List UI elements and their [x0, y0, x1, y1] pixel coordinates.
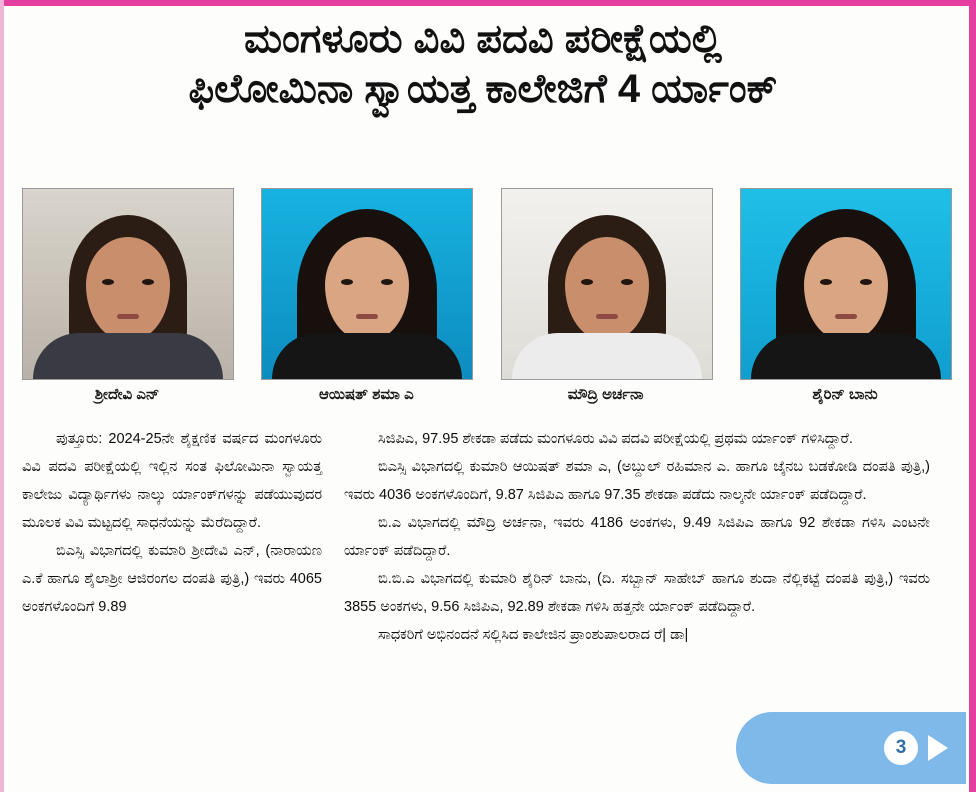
page-border-right — [969, 0, 976, 792]
photo-frame-4 — [740, 188, 952, 380]
article-column-right — [344, 425, 930, 649]
photo-card — [501, 188, 711, 403]
photo-frame-1 — [22, 188, 234, 380]
photo-row — [22, 188, 950, 403]
portrait-image-1 — [23, 189, 233, 379]
photo-card — [22, 188, 232, 403]
article-body — [22, 425, 952, 649]
arrow-right-icon — [928, 735, 948, 761]
headline-line-1: ಮಂಗಳೂರು ವಿವಿ ಪದವಿ ಪರೀಕ್ಷೆಯಲ್ಲಿ — [244, 17, 722, 61]
headline-line-2: ಫಿಲೋಮಿನಾ ಸ್ವಾಯತ್ತ ಕಾಲೇಜಿಗೆ 4 ರ್ಯಾಂಕ್ — [188, 67, 778, 111]
page-border-top — [0, 0, 976, 6]
page-border-left — [0, 0, 4, 792]
headline — [18, 14, 948, 114]
portrait-image-3 — [502, 189, 712, 379]
portrait-image-2 — [262, 189, 472, 379]
page-number-badge[interactable] — [736, 712, 966, 784]
photo-card — [261, 188, 471, 403]
paragraph: ಸಿಜಿಪಿಎ, 97.95 ಶೇಕಡಾ ಪಡೆದು ಮಂಗಳೂರು ವಿವಿ ಪದವಿ ಪರೀಕ್ಷೆಯಲ್ಲಿ ಪ್ರಥಮ ರ್ಯಾಂಕ್ ಗಳಿಸಿದ್ದಾರೆ. — [378, 431, 853, 447]
photo-caption-4: ಶೈರಿನ್ ಬಾನು — [812, 386, 878, 403]
photo-caption-3: ಮೌದ್ರಿ ಅರ್ಚನಾ — [567, 386, 644, 403]
page-number: 3 — [884, 731, 918, 765]
photo-caption-2: ಆಯಿಷತ್ ಶಮಾ ಎ — [318, 386, 414, 403]
photo-frame-2 — [261, 188, 473, 380]
paragraph: ಸಾಧಕರಿಗೆ ಅಭಿನಂದನೆ ಸಲ್ಲಿಸಿದ ಕಾಲೇಜಿನ ಪ್ರಾಂಶುಪಾಲರಾದ ರೆ| ಡಾ| — [378, 627, 689, 643]
portrait-image-4 — [741, 189, 951, 379]
photo-frame-3 — [501, 188, 713, 380]
paragraph: ಬಿಎಸ್ಸಿ ವಿಭಾಗದಲ್ಲಿ ಕುಮಾರಿ ಶ್ರೀದೇವಿ ಎನ್, (ನಾರಾಯಣ ಎ.ಕೆ ಹಾಗೂ ಶೈಲಾಶ್ರೀ ಆಜಿರಂಗಲ ದಂಪತಿ ಪುತ್ರಿ,) ಇವರು 4065 ಅಂಕಗಳೊಂದಿಗೆ 9.89 — [22, 543, 322, 615]
paragraph: ಬಿ.ಎ ವಿಭಾಗದಲ್ಲಿ ಮೌದ್ರಿ ಅರ್ಚನಾ, ಇವರು 4186 ಅಂಕಗಳು, 9.49 ಸಿಜಿಪಿಎ ಹಾಗೂ 92 ಶೇಕಡಾ ಗಳಿಸಿ ಎಂಟನೇ ರ್ಯಾಂಕ್ ಪಡೆದಿದ್ದಾರೆ. — [344, 515, 930, 559]
paragraph: ಪುತ್ತೂರು: 2024-25ನೇ ಶೈಕ್ಷಣಿಕ ವರ್ಷದ ಮಂಗಳೂರು ವಿವಿ ಪದವಿ ಪರೀಕ್ಷೆಯಲ್ಲಿ ಇಲ್ಲಿನ ಸಂತ ಫಿಲೋಮಿನಾ ಸ್ವಾಯತ್ತ ಕಾಲೇಜು ವಿದ್ಯಾರ್ಥಿಗಳು ನಾಲ್ಕು ರ್ಯಾಂಕ್‌ಗಳನ್ನು ಪಡೆಯುವುದರ ಮೂಲಕ ವಿವಿ ಮಟ್ಟದಲ್ಲಿ ಸಾಧನೆಯನ್ನು ಮೆರೆದಿದ್ದಾರೆ. — [22, 431, 322, 531]
photo-card — [740, 188, 950, 403]
paragraph: ಬಿ.ಬಿ.ಎ ವಿಭಾಗದಲ್ಲಿ ಕುಮಾರಿ ಶೈರಿನ್ ಬಾನು, (ದಿ. ಸಬ್ಬಾನ್ ಸಾಹೇಬ್ ಹಾಗೂ ಶುದಾ ನೆಲ್ಲಿಕಟ್ಟೆ ದಂಪತಿ ಪುತ್ರಿ,) ಇವರು 3855 ಅಂಕಗಳು, 9.56 ಸಿಜಿಪಿಎ, 92.89 ಶೇಕಡಾ ಗಳಿಸಿ ಹತ್ತನೇ ರ್ಯಾಂಕ್ ಪಡೆದಿದ್ದಾರೆ. — [344, 571, 930, 615]
article-column-left — [22, 425, 322, 649]
photo-caption-1: ಶ್ರೀದೇವಿ ಎನ್ — [94, 386, 160, 403]
paragraph: ಬಿಎಸ್ಸಿ ವಿಭಾಗದಲ್ಲಿ ಕುಮಾರಿ ಆಯಿಷತ್ ಶಮಾ ಎ, (ಅಬ್ದುಲ್ ರಹಿಮಾನ ಎ. ಹಾಗೂ ಜೈನಬ ಬಡಕೋಡಿ ದಂಪತಿ ಪುತ್ರಿ,) ಇವರು 4036 ಅಂಕಗಳೊಂದಿಗೆ, 9.87 ಸಿಜಿಪಿಎ ಹಾಗೂ 97.35 ಶೇಕಡಾ ಪಡೆದು ನಾಲ್ಕನೇ ರ್ಯಾಂಕ್ ಪಡೆದಿದ್ದಾರೆ. — [344, 459, 930, 503]
